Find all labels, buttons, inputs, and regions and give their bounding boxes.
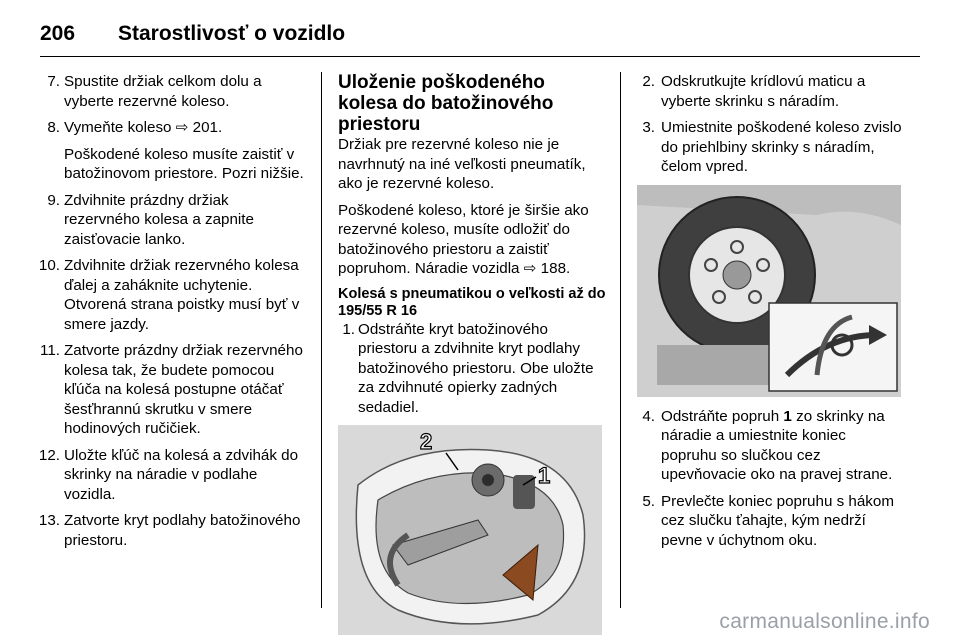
toolbox-illustration xyxy=(338,425,602,635)
step-11 xyxy=(30,341,308,439)
paragraph: Držiak pre rezervné koleso nie je navrhnutý na iné veľkosti pneumatík, ako je rezervné koleso. xyxy=(338,136,586,192)
step-number: 5. xyxy=(642,492,655,510)
step-number: 8. xyxy=(47,119,60,136)
step-number: 1. xyxy=(342,320,355,338)
step-4 xyxy=(637,407,905,485)
step-text-part: zo skrinky na náradie a umiestnite koniec popruhu so slučkou cez upevňovacie oko na pravej strane. xyxy=(661,407,893,483)
step-text: Vymeňte koleso ⇨ 201. xyxy=(64,119,223,136)
column-left xyxy=(30,72,308,557)
step-text-part: Odstráňte popruh xyxy=(661,407,784,425)
step-text: Poškodené koleso musíte zaistiť v batožinovom priestore. Pozri nižšie. xyxy=(64,145,304,182)
step-text: Uložte kľúč na kolesá a zdvihák do skrinky na náradie v podlahe vozidla. xyxy=(64,446,299,503)
column-right xyxy=(637,72,905,557)
step-text: Odskrutkujte krídlovú maticu a vyberte skrinku s náradím. xyxy=(661,73,866,110)
step-text: Spustite držiak celkom dolu a vyberte rezervné koleso. xyxy=(64,73,262,110)
step-12 xyxy=(30,446,308,505)
step-5 xyxy=(637,492,905,551)
spare-wheel-drawing xyxy=(637,185,901,397)
page-title: Starostlivosť o vozidlo xyxy=(118,22,346,45)
toolbox-drawing xyxy=(338,425,602,635)
step-10 xyxy=(30,256,308,334)
step-number: 4. xyxy=(642,407,655,425)
header-divider xyxy=(40,56,920,57)
step-9 xyxy=(30,191,308,250)
step-number: 9. xyxy=(47,191,60,209)
spare-wheel-illustration xyxy=(637,185,901,397)
step-text: Prevlečte koniec popruhu s hákom cez slučku ťahajte, kým nedrží pevne v úchytnom oku. xyxy=(661,492,895,549)
step-number: 7. xyxy=(47,73,60,90)
watermark: carmanualsonline.info xyxy=(719,610,930,633)
paragraph: Poškodené koleso, ktoré je širšie ako rezervné koleso, musíte odložiť do batožinového priestoru a zaistiť popruhom. Náradie vozidla ⇨ 188. xyxy=(338,201,589,277)
step-7 xyxy=(30,72,308,111)
step-text: Zatvorte prázdny držiak rezervného kolesa tak, že budete pomocou kľúča na kolesá postupne otáčať šesťhrannú skrutku v smere hodinových ručičiek. xyxy=(64,342,303,437)
step-text: Zatvorte kryt podlahy batožinového priestoru. xyxy=(64,512,301,549)
step-text: Odstráňte kryt batožinového priestoru a zdvihnite kryt podlahy batožinového priestoru. Obe uložte za zdvihnuté opierky zadných sedadiel. xyxy=(358,320,594,416)
step-13 xyxy=(30,511,308,550)
subheading: Kolesá s pneumatikou o veľkosti až do 195/55 R 16 xyxy=(338,285,606,319)
page-number: 206 xyxy=(40,22,76,45)
step-2 xyxy=(637,72,905,111)
callout-label-2: 2 xyxy=(420,429,433,454)
step-text xyxy=(661,407,905,485)
step-number: 10. xyxy=(38,257,60,274)
step-number: 11. xyxy=(40,342,60,359)
step-text: Zdvihnite prázdny držiak rezervného kolesa a zapnite zaisťovacie lanko. xyxy=(64,191,254,248)
callout-label-1: 1 xyxy=(538,463,551,488)
step-text: Umiestnite poškodené koleso zvislo do priehlbiny skrinky s náradím, čelom vpred. xyxy=(661,119,902,175)
column-divider xyxy=(321,72,322,608)
step-1 xyxy=(338,320,606,418)
step-number: 3. xyxy=(642,119,655,136)
callout-ref: 1 xyxy=(783,407,792,425)
column-divider xyxy=(620,72,621,608)
step-8 xyxy=(30,118,308,184)
step-3 xyxy=(637,118,905,177)
step-text: Zdvihnite držiak rezervného kolesa ďalej a zaháknite uchytenie. Otvorená strana poistky musí byť v smere jazdy. xyxy=(64,257,300,333)
column-middle xyxy=(338,72,606,642)
step-number: 2. xyxy=(642,73,655,90)
step-number: 13. xyxy=(38,512,60,529)
section-title: Uloženie poškodeného kolesa do batožinového priestoru xyxy=(338,72,554,135)
step-number: 12. xyxy=(38,446,60,464)
page-header xyxy=(40,12,920,58)
